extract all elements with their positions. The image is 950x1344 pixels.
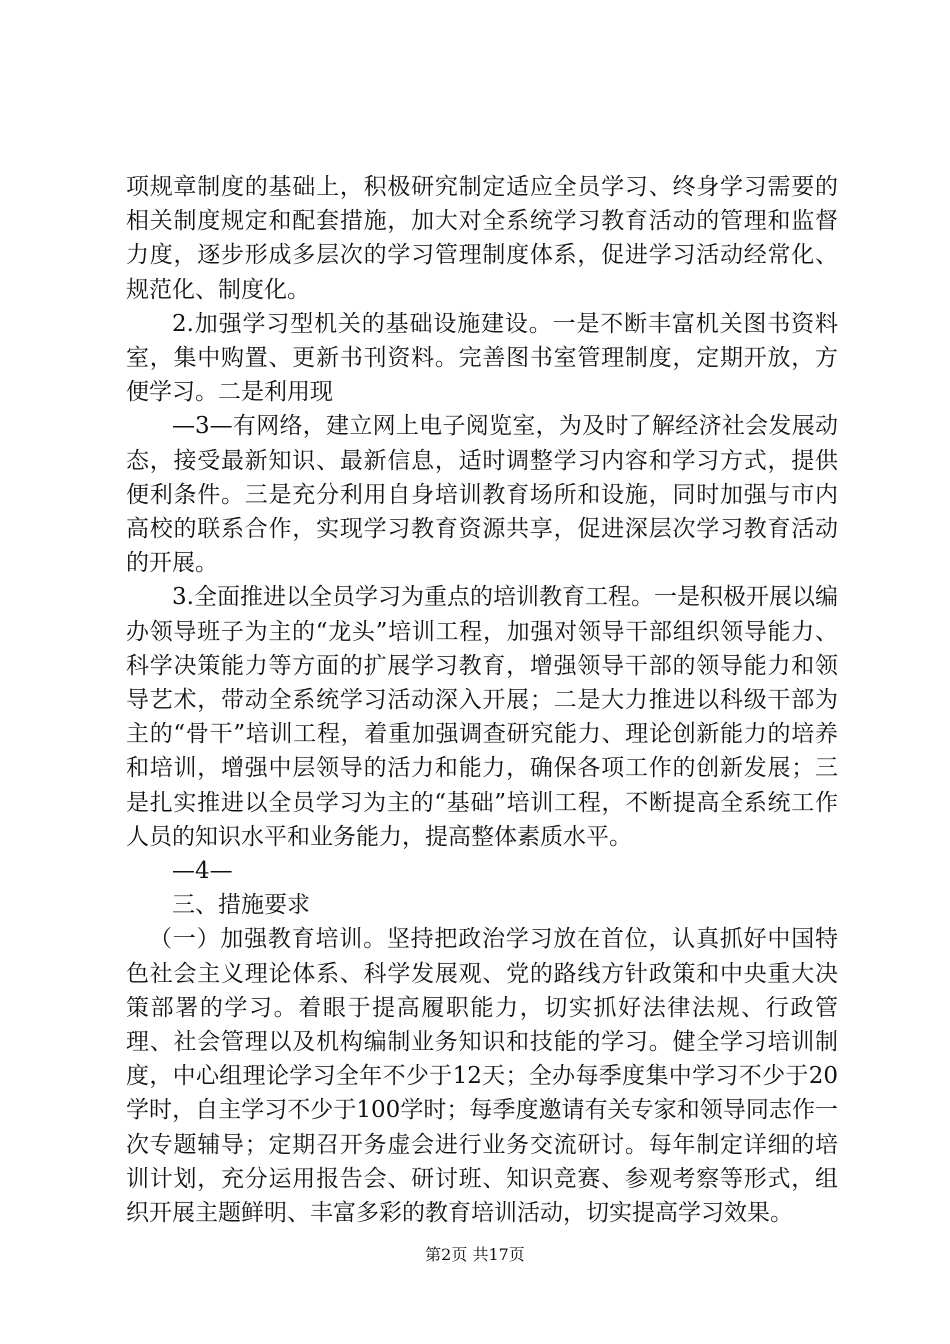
paragraph-measure-1: （一）加强教育培训。坚持把政治学习放在首位，认真抓好中国特色社会主义理论体系、科学发展观、党的路线方针政策和中央重大决策部署的学习。着眼于提高履职能力，切实抓好法律法规、行政管理、社会管理以及机构编制业务知识和技能的学习。健全学习培训制度，中心组理论学习全年不少于12天；全办每季度集中学习不少于20学时，自主学习不少于100学时；每季度邀请有关专家和领导同志作一次专题辅导；定期召开务虚会进行业务交流研讨。每年制定详细的培训计划，充分运用报告会、研讨班、知识竞赛、参观考察等形式，组织开展主题鲜明、丰富多彩的教育培训活动，切实提高学习效果。 [126, 926, 838, 1227]
section-heading-measures: 三、措施要求 [172, 892, 310, 919]
paragraph-continuation: 项规章制度的基础上，积极研究制定适应全员学习、终身学习需要的相关制度规定和配套措施，加大对全系统学习教育活动的管理和监督力度，逐步形成多层次的学习管理制度体系，促进学习活动经常化、规范化、制度化。 [126, 174, 838, 303]
paragraph-item-2: 2.加强学习型机关的基础设施建设。一是不断丰富机关图书资料室，集中购置、更新书刊资料。完善图书室管理制度，定期开放，方便学习。二是利用现 [126, 310, 838, 406]
page-footer: 第2页 共17页 [425, 1245, 525, 1264]
page-marker-4: —4— [172, 858, 233, 885]
document-body [126, 170, 838, 1230]
paragraph-page-3-continuation: —3—有网络，建立网上电子阅览室，为及时了解经济社会发展动态，接受最新知识、最新信息，适时调整学习内容和学习方式，提供便利条件。三是充分利用自身培训教育场所和设施，同时加强与市内高校的联系合作，实现学习教育资源共享，促进深层次学习教育活动的开展。 [126, 413, 838, 577]
paragraph-item-3: 3.全面推进以全员学习为重点的培训教育工程。一是积极开展以编办领导班子为主的“龙头”培训工程，加强对领导干部组织领导能力、科学决策能力等方面的扩展学习教育，增强领导干部的领导能力和领导艺术，带动全系统学习活动深入开展；二是大力推进以科级干部为主的“骨干”培训工程，着重加强调查研究能力、理论创新能力的培养和培训，增强中层领导的活力和能力，确保各项工作的创新发展；三是扎实推进以全员学习为主的“基础”培训工程，不断提高全系统工作人员的知识水平和业务能力，提高整体素质水平。 [126, 584, 838, 850]
